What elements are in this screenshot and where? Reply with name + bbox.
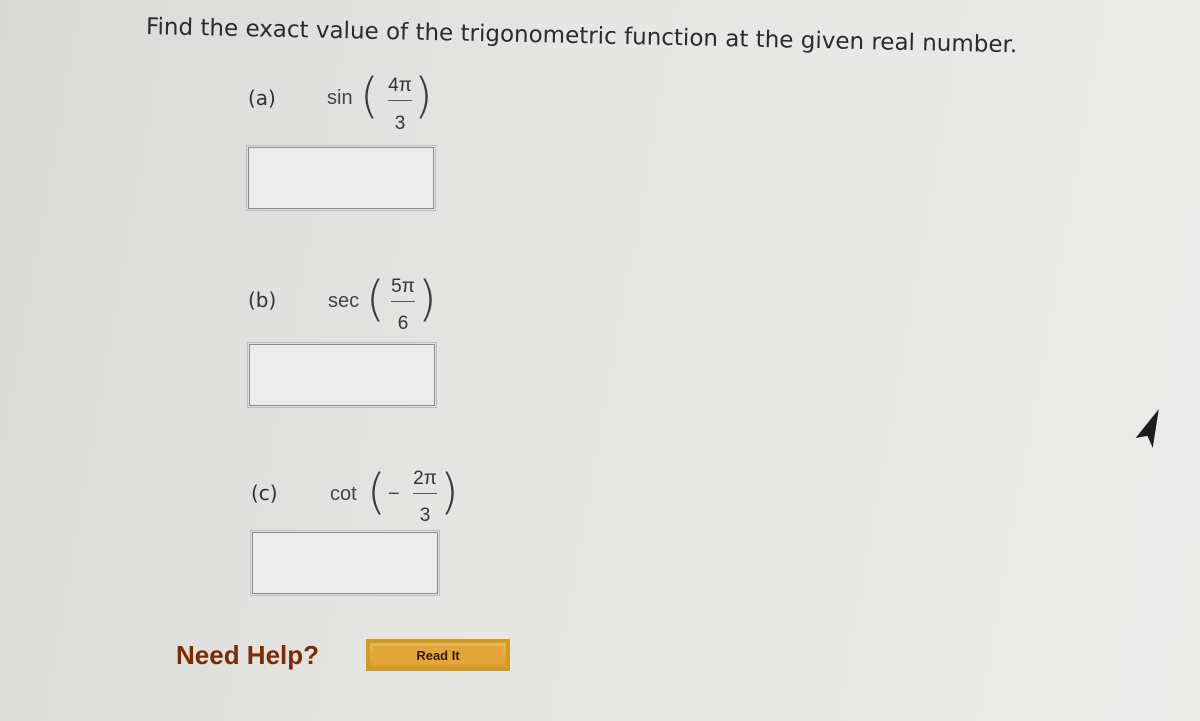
read-it-button[interactable] (366, 639, 510, 671)
part-c-negative-sign: − (388, 483, 400, 505)
part-c-denominator: 3 (419, 505, 431, 526)
arrow-cursor-icon (1120, 398, 1180, 458)
read-it-button-label: Read It (373, 646, 503, 664)
part-c-left-paren: ( (367, 464, 386, 520)
part-b-fraction-bar (391, 301, 415, 302)
part-a-label: (a) (248, 86, 276, 110)
part-b-numerator: 5π (391, 276, 415, 297)
part-c-numerator: 2π (413, 468, 437, 489)
part-b-label: (b) (248, 288, 277, 312)
need-help-label: Need Help? (176, 640, 320, 670)
part-c-function: cot (330, 483, 357, 505)
part-a-left-paren: ( (360, 68, 379, 124)
part-b-denominator: 6 (397, 313, 409, 334)
part-b-function: sec (328, 290, 360, 312)
part-a-denominator: 3 (394, 113, 406, 134)
part-a-function: sin (327, 87, 353, 109)
part-c-right-paren: ) (440, 464, 459, 520)
part-c-fraction-bar (413, 493, 437, 494)
part-a-numerator: 4π (388, 75, 412, 96)
part-a-fraction-bar (388, 100, 412, 101)
question-instruction: Find the exact value of the trigonometric function at the given real number. (145, 14, 1018, 59)
part-a-answer-input[interactable] (248, 147, 434, 209)
part-a-right-paren: ) (414, 68, 433, 124)
part-b-answer-input[interactable] (249, 344, 435, 406)
part-b-left-paren: ( (366, 271, 385, 327)
part-c-label: (c) (251, 481, 278, 505)
part-c-answer-input[interactable] (252, 532, 438, 594)
part-b-right-paren: ) (418, 271, 437, 327)
